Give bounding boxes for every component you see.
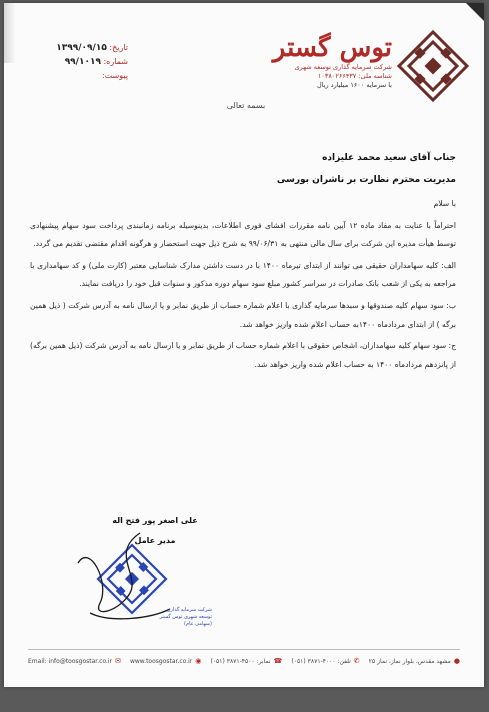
- recipient-title: مدیریت محترم نظارت بر ناشران بورسی: [276, 175, 456, 185]
- signatory-title: مدیر عامل: [134, 536, 176, 545]
- letter-page: [4, 3, 484, 687]
- signatory-name: علی اصغر پور فتح اله: [112, 516, 198, 525]
- brand-block: [272, 33, 392, 90]
- number-label: شماره:: [103, 57, 128, 66]
- date-row: [38, 41, 128, 55]
- footer-address: ● مشهد مقدس، بلوار نماز، نماز ۲۵: [368, 657, 460, 665]
- attachment-label: پیوست:: [101, 71, 128, 80]
- footer-email[interactable]: ✉ Email: info@toosgostar.co.ir: [28, 657, 121, 665]
- date-label: تاریخ:: [109, 43, 128, 52]
- recipient-block: [156, 147, 456, 191]
- location-pin-icon: ●: [453, 657, 460, 665]
- globe-icon: ◉: [195, 657, 202, 665]
- basmala: بسمه تعالی: [226, 101, 266, 110]
- brand-capital: با سرمایه ۱۶۰۰ میلیارد ریال: [316, 81, 392, 89]
- greeting: با سلام: [433, 199, 456, 208]
- letter-footer: [28, 649, 460, 672]
- company-logo-icon: [396, 29, 470, 103]
- body-paragraph: ج: سود سهام کلیه سهامداران، اشخاص حقوقی با اعلام شماره حساب از طریق نمابر و یا ارسال نامه به آدرس شرکت (ذیل همین برگه) از پانزدهم مردادماه ۱۴۰۰ به حساب اعلام شده واریز خواهد شد.: [30, 341, 456, 369]
- recipient-name: جناب آقای سعید محمد علیزاده: [322, 153, 456, 163]
- stamp-text: شرکت سرمایه گذاری توسعه شهری توس گستر (سهامی عام): [159, 607, 212, 627]
- body-paragraph: الف: کلیه سهامداران حقیقی می توانند از ابتدای تیرماه ۱۴۰۰ با در دست داشتن مدارک شناسایی معتبر (کارت ملی) و کد سهامداری با مراجعه به یکی از شعب بانک صادرات در سراسر کشور مبلغ سود سهام دوره مذکور و سنوات قبل خود را دریافت نمایند.: [30, 260, 456, 289]
- footer-website[interactable]: ◉ www.toosgostar.co.ir: [129, 657, 202, 665]
- date-value: ۱۳۹۹/۰۹/۱۵: [56, 43, 107, 53]
- mail-icon: ✉: [115, 657, 121, 665]
- body-paragraph: احتراماً با عنایت به مفاد ماده ۱۲ آیین نامه مقررات افشای فوری اطلاعات، بدینوسیله برنامه زمانبندی پرداخت سود سهام پیشنهادی توسط هیأت مدیره این شرکت برای سال مالی منتهی به ۹۹/۰۶/۳۱ به شرح ذیل جهت استحضار و هرگونه اقدام مقتضی تقدیم می گردد.: [30, 220, 456, 249]
- brand-national-id: شناسه ملی: ۱۰۳۸۰۲۶۶۴۳۷: [317, 72, 392, 80]
- footer-phone: ✆ تلفن: ۴۰۰۰-۳۸۷۱ (۰۵۱): [291, 657, 360, 665]
- phone-icon: ✆: [353, 657, 360, 665]
- number-value: ۹۹/۱۰۱۹: [64, 57, 101, 67]
- page-corner: [466, 3, 484, 21]
- footer-fax: ☎ نمابر: ۴۵۰۰-۳۸۷۱ (۰۵۱): [210, 657, 283, 665]
- brand-subtitle: شرکت سرمایه گذاری توسعه شهری: [294, 63, 392, 71]
- fax-icon: ☎: [273, 657, 283, 665]
- attachment-row: [38, 69, 128, 83]
- letter-body: [30, 195, 456, 377]
- scan-edge: [4, 3, 16, 63]
- brand-name: توس گستر: [272, 33, 392, 63]
- letter-meta: [38, 41, 128, 83]
- number-row: [38, 55, 128, 69]
- body-paragraph: ب: سود سهام کلیه صندوقها و سبدها سرمایه گذاری با اعلام شماره حساب از طریق نمابر و یا ارسال نامه به آدرس شرکت ( ذیل همین برگه ) از ابتدای مردادماه ۱۴۰۰به حساب اعلام شده واریز خواهد شد.: [30, 300, 456, 329]
